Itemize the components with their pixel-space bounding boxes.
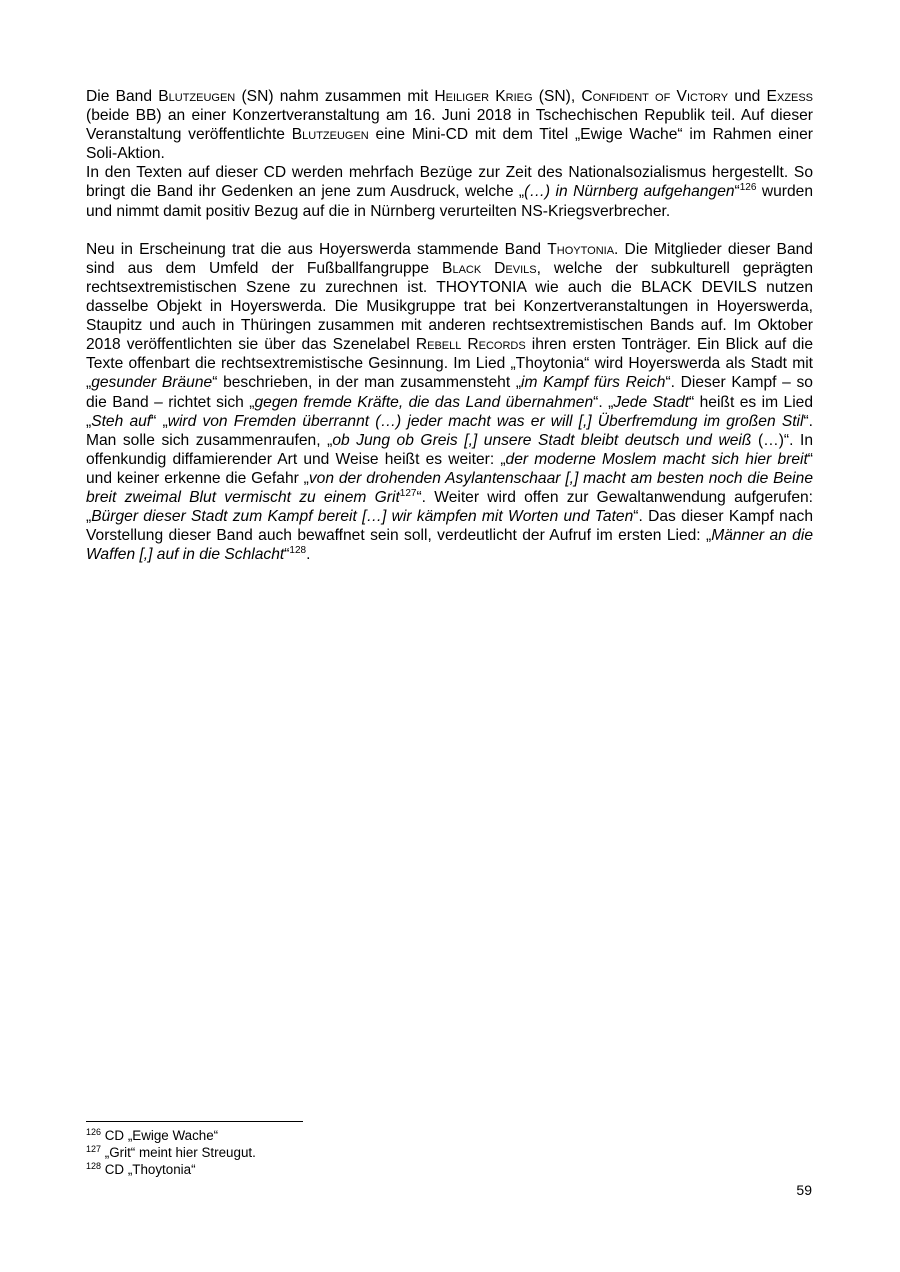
lyric-quote: gesunder Bräune — [91, 374, 213, 392]
paragraph — [86, 163, 813, 220]
text-run: (beide BB) an einer Konzertveranstaltung am 16. Juni 2018 in Tschechischen Republik teil. Auf dieser Veranstaltung veröffentlichte — [86, 107, 813, 144]
footnote-reference: 128 — [289, 545, 307, 557]
band-name: Confident of Victory — [581, 88, 729, 105]
band-name: Heiliger Krieg — [434, 88, 533, 105]
footnote-reference: 126 — [739, 182, 757, 194]
paragraph — [86, 87, 813, 163]
lyric-quote: gegen fremde Kräfte, die das Land übernahmen — [254, 393, 594, 411]
footnote-reference: 127 — [399, 487, 417, 499]
text-run: “ und keiner erkenne die Gefahr „ — [86, 450, 813, 487]
lyric-quote: Steh auf — [91, 412, 152, 430]
footnote-separator — [86, 1121, 303, 1122]
text-run: “. „ — [593, 393, 614, 411]
page-number: 59 — [796, 1182, 812, 1198]
lyric-quote: von der drohenden Asylantenschaar [,] macht am besten noch die Beine breit zweimal Blut vermischt zu einem Grit — [86, 469, 813, 506]
text-run: “ heißt es im Lied „ — [86, 393, 813, 430]
text-run: und — [728, 88, 767, 105]
footnote-text: CD „Thoytonia“ — [104, 1162, 196, 1177]
text-run: “ „ — [151, 412, 168, 430]
footnote-number: 128 — [86, 1161, 102, 1171]
text-run: “. Das dieser Kampf nach Vorstellung dieser Band auch bewaffnet sein soll, verdeutlicht der Aufruf im ersten Lied: „ — [86, 508, 813, 545]
band-name: Exzess — [766, 88, 814, 105]
band-name: Blutzeugen — [158, 88, 236, 105]
lyric-quote: Bürger dieser Stadt zum Kampf bereit […] wir kämpfen mit Worten und Taten — [91, 508, 634, 526]
text-run: Neu in Erscheinung trat die aus Hoyerswerda stammende Band — [86, 240, 548, 258]
lyric-quote: wird von Fremden überrannt (…) jeder macht was er will [,] Überfremdung im großen Stil — [167, 412, 804, 430]
text-run: (SN) nahm zusammen mit — [235, 88, 435, 105]
text-run: “ — [734, 183, 740, 201]
lyric-quote: der moderne Moslem macht sich hier breit — [505, 450, 808, 468]
text-run: In den Texten auf dieser CD werden mehrfach Bezüge zur Zeit des Nationalsozialismus hergestellt. So bringt die Band ihr Gedenken an jene zum Ausdruck, welche „ — [86, 164, 813, 201]
footnote — [86, 1161, 586, 1178]
band-name: Blutzeugen — [291, 126, 369, 144]
lyric-quote: im Kampf fürs Reich — [521, 374, 666, 392]
text-run: eine Mini-CD mit dem Titel „Ewige Wache“ im Rahmen einer Soli-Aktion. — [86, 126, 813, 163]
footnote-text: CD „Ewige Wache“ — [104, 1128, 219, 1143]
text-run: , welche der subkulturell geprägten rechtsextremistischen Szene zu zurechnen ist. THOYTONIA wie auch die BLACK DEVILS nutzen dasselbe Objekt in Hoyerswerda. Die Musikgruppe trat bei Konzertveranstaltungen in Hoyerswerda, Staupitz und auch in Thüringen zusammen mit anderen rechtsextremistischen Bands auf. Im Oktober 2018 veröffentlichten sie über das Szenelabel — [86, 259, 813, 354]
band-name: Rebell Records — [415, 336, 526, 354]
text-run: “. Dieser Kampf – so die Band – richtet sich „ — [86, 374, 813, 411]
lyric-quote: ob Jung ob Greis [,] unsere Stadt bleibt deutsch und weiß — [332, 431, 752, 449]
text-run: “ beschrieben, in der man zusammensteht „ — [212, 374, 522, 392]
body-text — [86, 87, 813, 564]
band-name: Thoytonia — [547, 240, 615, 258]
footnote-number: 126 — [86, 1127, 102, 1137]
band-name: Black Devils — [442, 259, 537, 277]
lyric-quote: Männer an die Waffen [,] auf in die Schlacht — [86, 527, 813, 564]
text-run: (…)“. In offenkundig diffamierender Art und Weise heißt es weiter: „ — [86, 431, 813, 468]
text-run: ihren ersten Tonträger. Ein Blick auf die Texte offenbart die rechtsextremistische Gesinnung. Im Lied „Thoytonia“ wird Hoyerswerda als Stadt mit „ — [86, 336, 814, 392]
text-run: (SN), — [532, 88, 582, 105]
footnote — [86, 1144, 586, 1161]
text-run: “ — [284, 546, 290, 564]
text-run: “. Weiter wird offen zur Gewaltanwendung aufgerufen: „ — [86, 488, 813, 526]
lyric-quote: (…) in Nürnberg aufgehangen — [524, 183, 735, 201]
text-run: wurden und nimmt damit positiv Bezug auf die in Nürnberg verurteilten NS-Kriegsverbrecher. — [86, 183, 813, 220]
footnote-number: 127 — [86, 1144, 102, 1154]
lyric-quote: Jede Stadt — [613, 393, 689, 411]
footnote-text: „Grit“ meint hier Streugut. — [104, 1145, 256, 1160]
text-run: Die Band — [86, 88, 159, 105]
paragraph — [86, 240, 813, 565]
text-run: . — [306, 546, 311, 564]
text-run: . Die Mitglieder dieser Band sind aus dem Umfeld der Fußballfangruppe — [86, 240, 813, 277]
footnote — [86, 1127, 586, 1144]
text-run: “. Man solle sich zusammenraufen, „ — [86, 412, 814, 449]
footnotes — [86, 1127, 586, 1178]
